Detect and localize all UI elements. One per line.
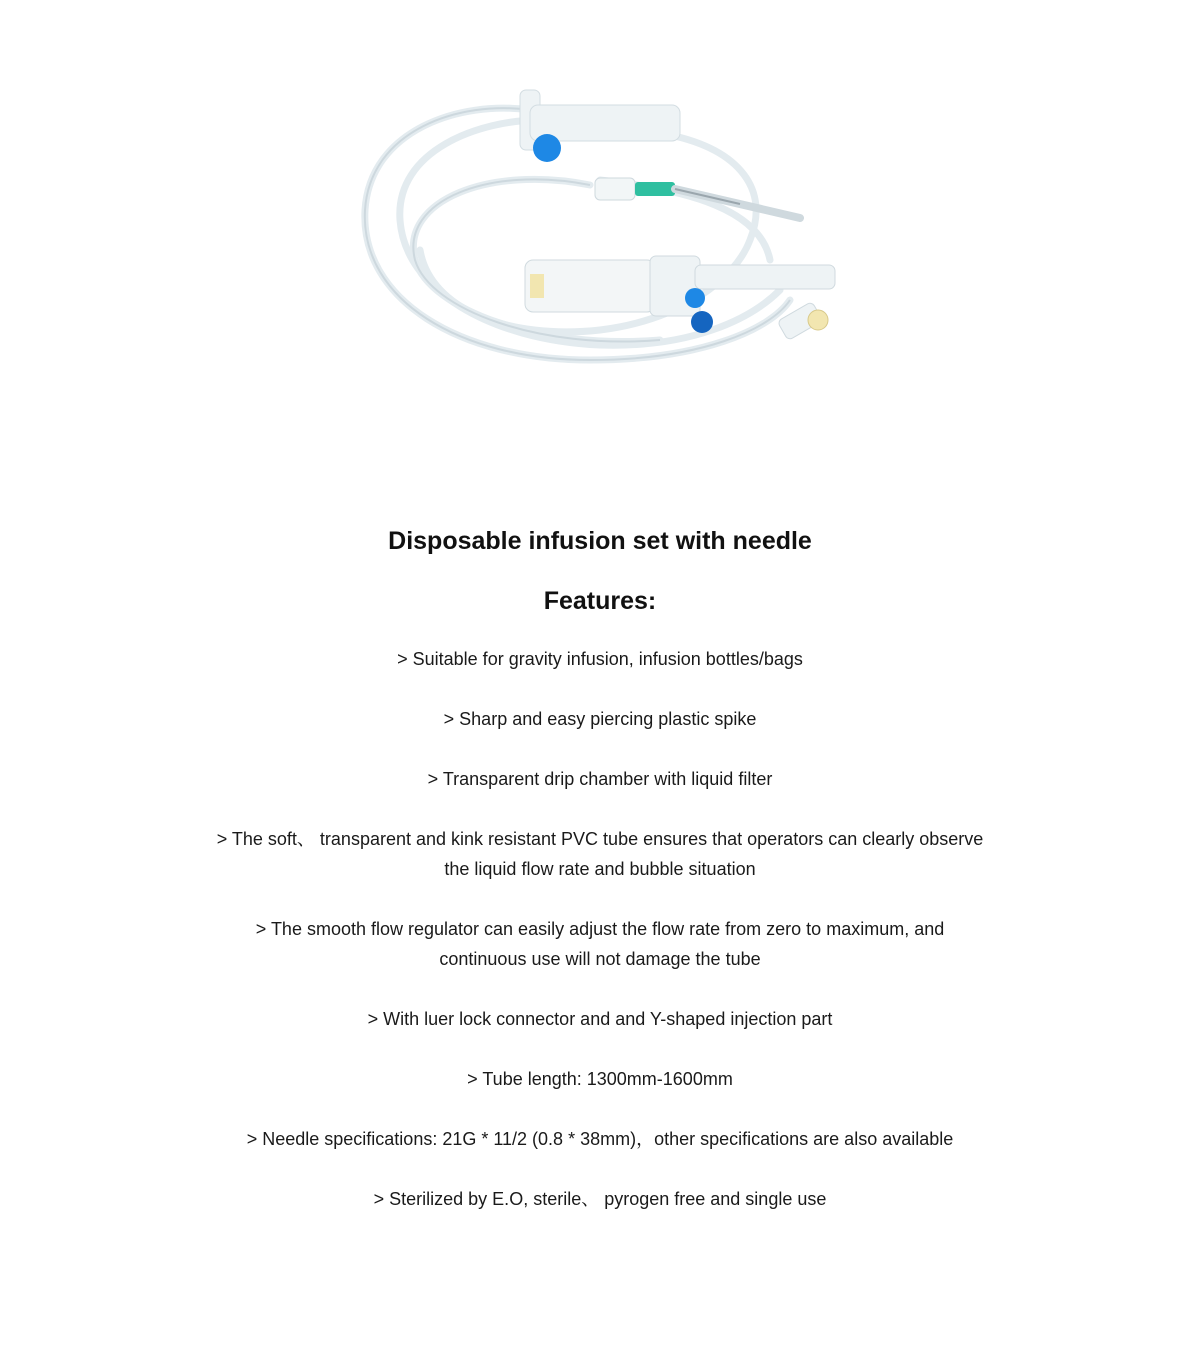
feature-item-gravity-infusion: > Suitable for gravity infusion, infusion bottles/bags: [397, 649, 803, 669]
feature-item-tube-length: > Tube length: 1300mm-1600mm: [467, 1069, 733, 1089]
feature-item-plastic-spike: > Sharp and easy piercing plastic spike: [443, 709, 757, 729]
feature-item-sterilization: > Sterilized by E.O, sterile、 pyrogen free and single use: [373, 1189, 827, 1209]
spike-cap-blue: [533, 134, 561, 162]
feature-item-needle-specs: > Needle specifications: 21G * 11/2 (0.8 * 38mm)，other specifications are also available: [246, 1129, 954, 1149]
product-description: [0, 518, 1200, 1244]
coiled-tube: [365, 108, 790, 360]
feature-item-drip-chamber: > Transparent drip chamber with liquid filter: [427, 769, 773, 789]
needle-hub-green: [635, 182, 675, 196]
feature-item-flow-regulator: > The smooth flow regulator can easily adjust the flow rate from zero to maximum, and continuous use will not damage the tube: [255, 919, 945, 969]
spike: [520, 90, 680, 162]
feature-item-luer-lock: > With luer lock connector and and Y-shaped injection part: [367, 1009, 833, 1029]
features-heading: Features:: [543, 587, 657, 615]
feature-list: [210, 644, 990, 1214]
flow-regulator-blue: [691, 311, 713, 333]
product-title: Disposable infusion set with needle: [388, 527, 812, 555]
luer-cap-yellow: [808, 310, 828, 330]
needle-assembly: [595, 178, 800, 218]
feature-item-pvc-tube: > The soft、 transparent and kink resistant PVC tube ensures that operators can clearly observe the liquid flow rate and bubble situation: [216, 829, 984, 879]
infusion-set-illustration: [340, 60, 860, 420]
product-image: [340, 60, 860, 420]
regulator-clip-blue: [685, 288, 705, 308]
